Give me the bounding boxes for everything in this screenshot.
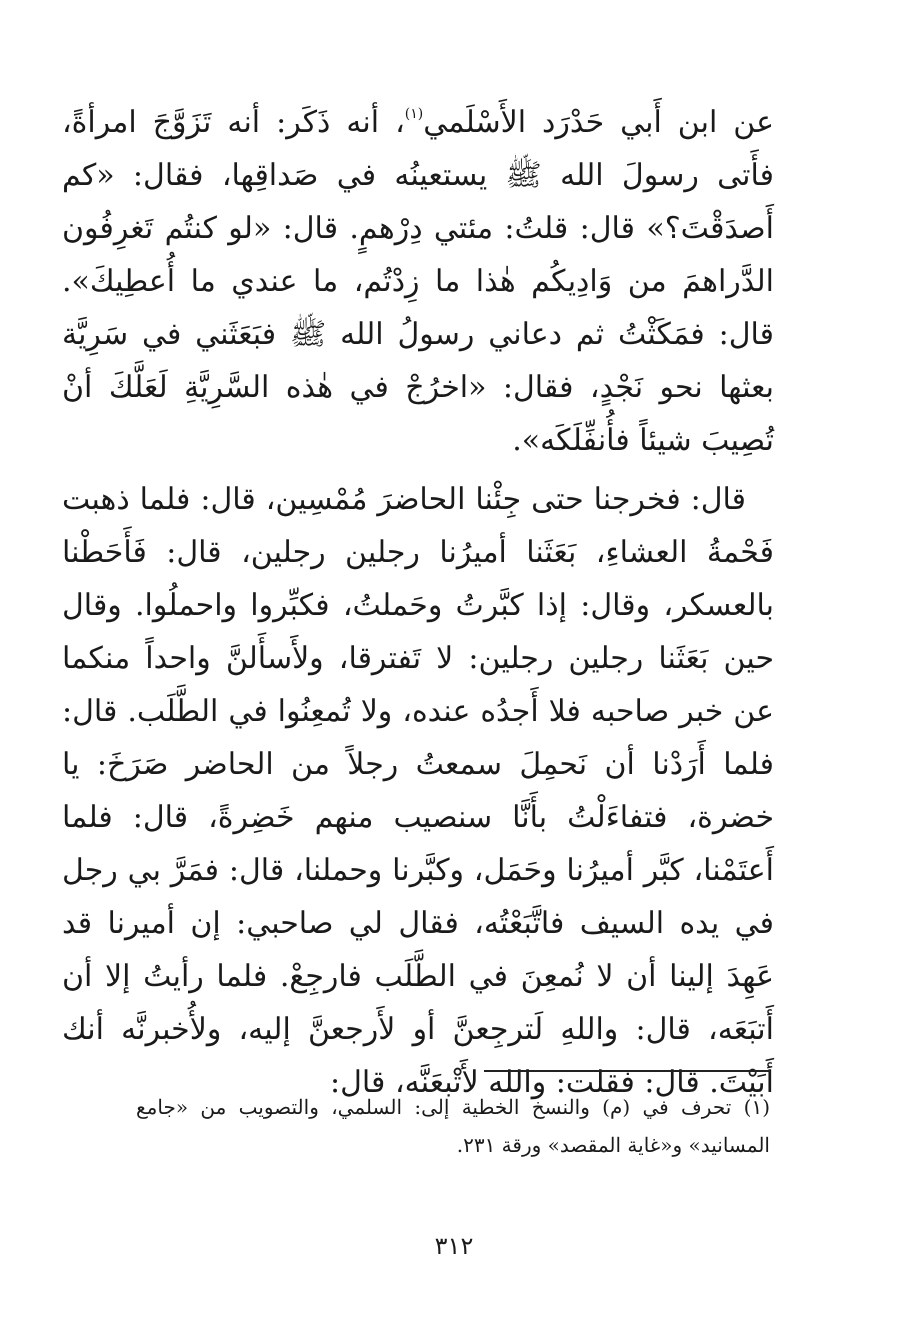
page-body <box>62 88 774 1109</box>
footnote-separator <box>484 1070 770 1072</box>
footnote-marker: (١) <box>404 106 424 122</box>
paragraph-2-text: قال: فخرجنا حتى جِئْنا الحاضرَ مُمْسِين، قال: فلما ذهبت فَحْمةُ العشاءِ، بَعَثَنا أميرُنا رجلين رجلين، قال: فَأَحَطْنا بالعسكر، وقال: إذا كبَّرتُ وحَملتُ، فكبِّروا واحملُوا. وقال حين بَعَثَنا رجلين رجلين: لا تَفترقا، ولأَسأَلنَّ واحداً منكما عن خبر صاحبه فلا أَجدُه عنده، ولا تُمعِنُوا في الطَّلَب. قال: فلما أَرَدْنا أن نَحمِلَ سمعتُ رجلاً من الحاضر صَرَخَ: يا خضرة، فتفاءَلْتُ بأَنَّا سنصيب منهم خَضِرةً، قال: فلما أَعتَمْنا، كبَّر أميرُنا وحَمَل، وكبَّرنا وحملنا، قال: فمَرَّ بي رجل في يده السيف فاتَّبَعْتُه، فقال لي صاحبي: إن أميرنا قد عَهِدَ إلينا أن لا نُمعِنَ في الطَّلَب فارجِعْ. فلما رأيتُ إلا أن أَتبَعَه، قال: واللهِ لَترجِعنَّ أو لأَرجعنَّ إليه، ولأُخبرنَّه أنك أَبَيْتَ. قال: فقلت: والله لأَتْبعَنَّه، قال: <box>62 482 774 1100</box>
paragraph-1 <box>62 88 774 467</box>
paragraph-1-start: عن ابن أَبي حَدْرَد الأَسْلَمي <box>423 105 775 140</box>
page-number: ٣١٢ <box>434 1232 474 1260</box>
paragraph-2 <box>62 473 774 1109</box>
paragraph-1-rest: ، أنه ذَكَر: أنه تَزَوَّجَ امرأةً، فأَتى رسولَ الله ﷺ يستعينُه في صَداقِها، فقال: «كم أَصدَقْتَ؟» قال: قلتُ: مئتي دِرْهمٍ. قال: «لو كنتُم تَغرِفُون الدَّراهمَ من وَادِيكُم هٰذا ما زِدْتُم، ما عندي ما أُعطِيكَ». قال: فمَكَثْتُ ثم دعاني رسولُ الله ﷺ فبَعَثَني في سَرِيَّة بعثها نحو نَجْدٍ، فقال: «اخرُجْ في هٰذه السَّرِيَّةِ لَعَلَّكَ أنْ تُصِيبَ شيئاً فأُنفِّلَكَه». <box>62 105 774 458</box>
footnote: (١) تحرف في (م) والنسخ الخطية إلى: السلمي، والتصويب من «جامع المسانيد» و«غاية المقصد» ورقة ٢٣١. <box>136 1095 770 1157</box>
